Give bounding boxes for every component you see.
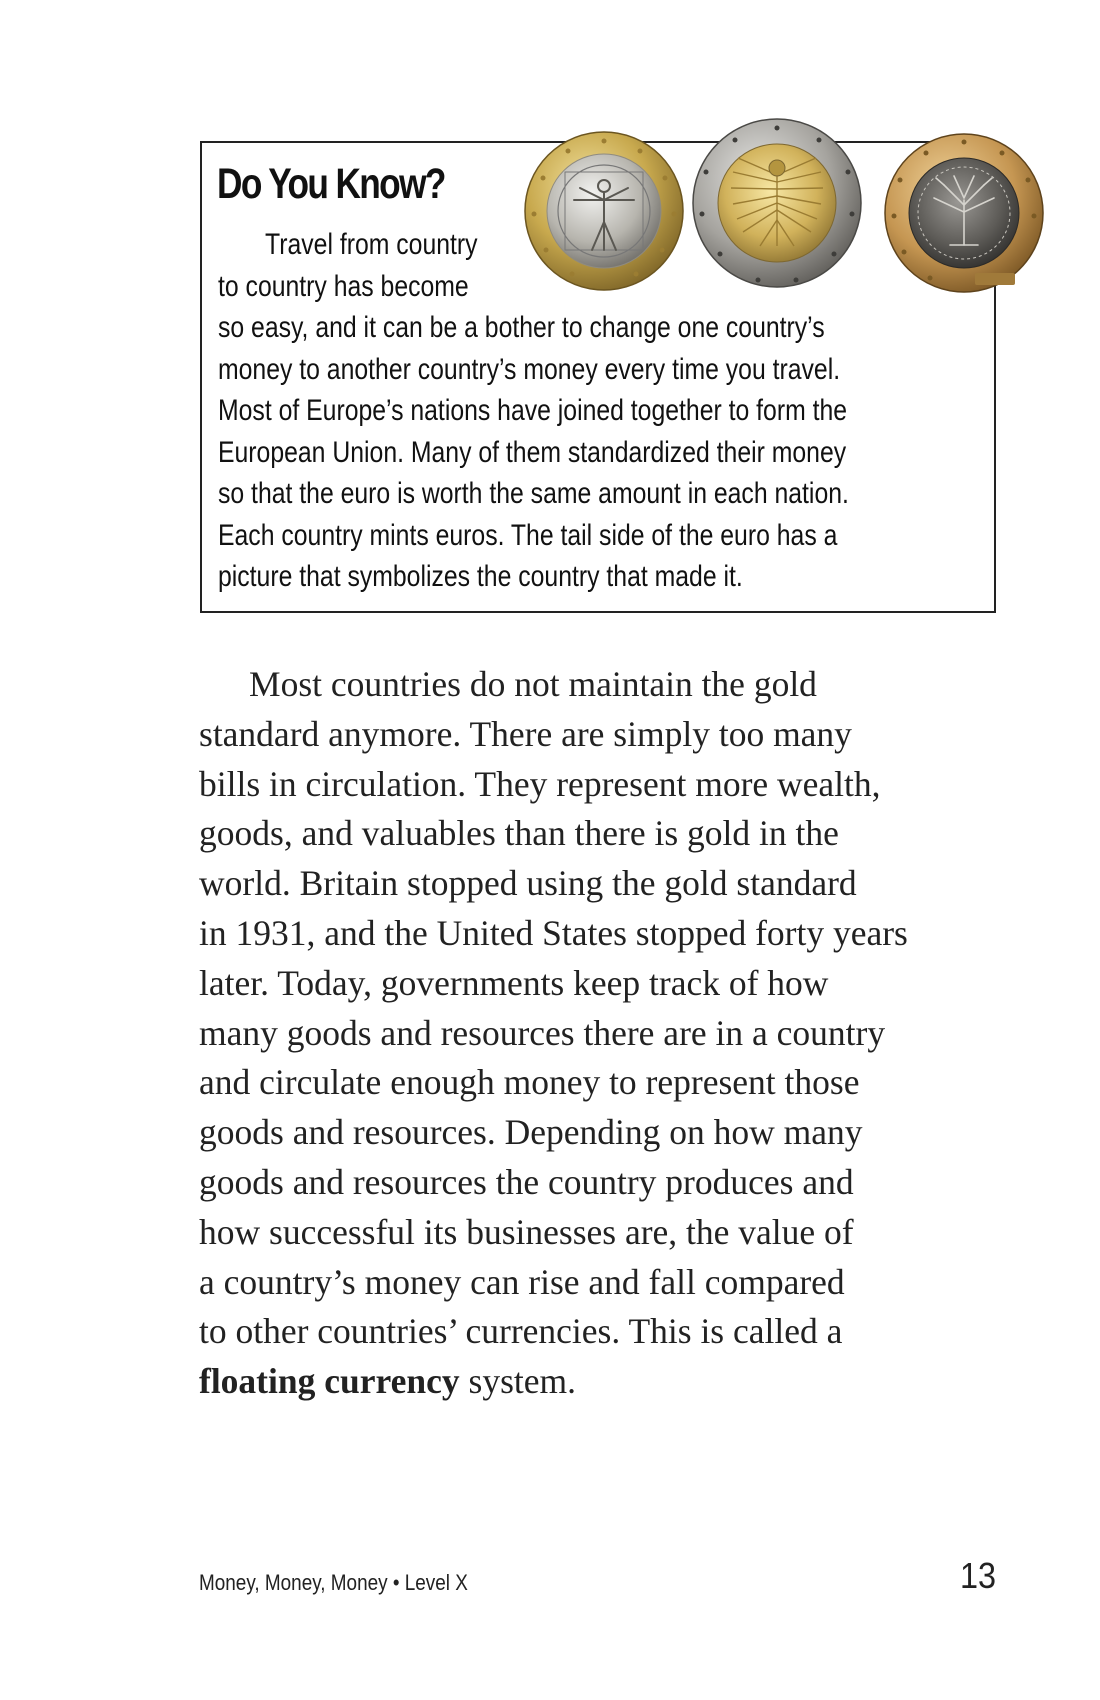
- glossary-term: floating currency: [199, 1361, 460, 1402]
- body-line: standard anymore. There are simply too many: [199, 713, 852, 754]
- body-line: many goods and resources there are in a country: [199, 1012, 886, 1053]
- body-paragraph: [199, 660, 1099, 1407]
- box-line: to country has become: [218, 269, 469, 303]
- body-line: world. Britain stopped using the gold standard: [199, 863, 857, 904]
- body-line: and circulate enough money to represent those: [199, 1062, 860, 1103]
- body-last-line: [199, 1357, 1099, 1407]
- box-line: Each country mints euros. The tail side of the euro has a: [218, 518, 838, 552]
- box-title: Do You Know?: [217, 160, 445, 208]
- box-line: European Union. Many of them standardized their money: [218, 435, 847, 469]
- box-line: Travel from country: [265, 228, 478, 261]
- body-line: bills in circulation. They represent more wealth,: [199, 763, 881, 804]
- body-line: goods and resources the country produces and: [199, 1161, 854, 1202]
- box-line: picture that symbolizes the country that made it.: [218, 560, 743, 593]
- body-line: later. Today, governments keep track of how: [199, 962, 829, 1003]
- body-line: goods and resources. Depending on how many: [199, 1112, 863, 1153]
- box-line: so that the euro is worth the same amount in each nation.: [218, 477, 849, 510]
- body-last-line-rest: system.: [459, 1361, 576, 1402]
- box-line: Most of Europe’s nations have joined together to form the: [218, 394, 848, 427]
- page-number: 13: [959, 1555, 996, 1596]
- body-line: how successful its businesses are, the value of: [199, 1211, 854, 1252]
- body-line: a country’s money can rise and fall compared: [199, 1261, 845, 1302]
- box-text: [218, 224, 974, 598]
- body-line: in 1931, and the United States stopped forty years: [199, 912, 908, 953]
- body-line: to other countries’ currencies. This is called a: [199, 1311, 843, 1352]
- box-line: so easy, and it can be a bother to change one country’s: [218, 311, 825, 344]
- body-line: goods, and valuables than there is gold in the: [199, 813, 839, 854]
- box-line: money to another country’s money every time you travel.: [218, 352, 841, 386]
- body-line: Most countries do not maintain the gold: [249, 664, 817, 704]
- footer-book-title: Money, Money, Money • Level X: [199, 1570, 468, 1595]
